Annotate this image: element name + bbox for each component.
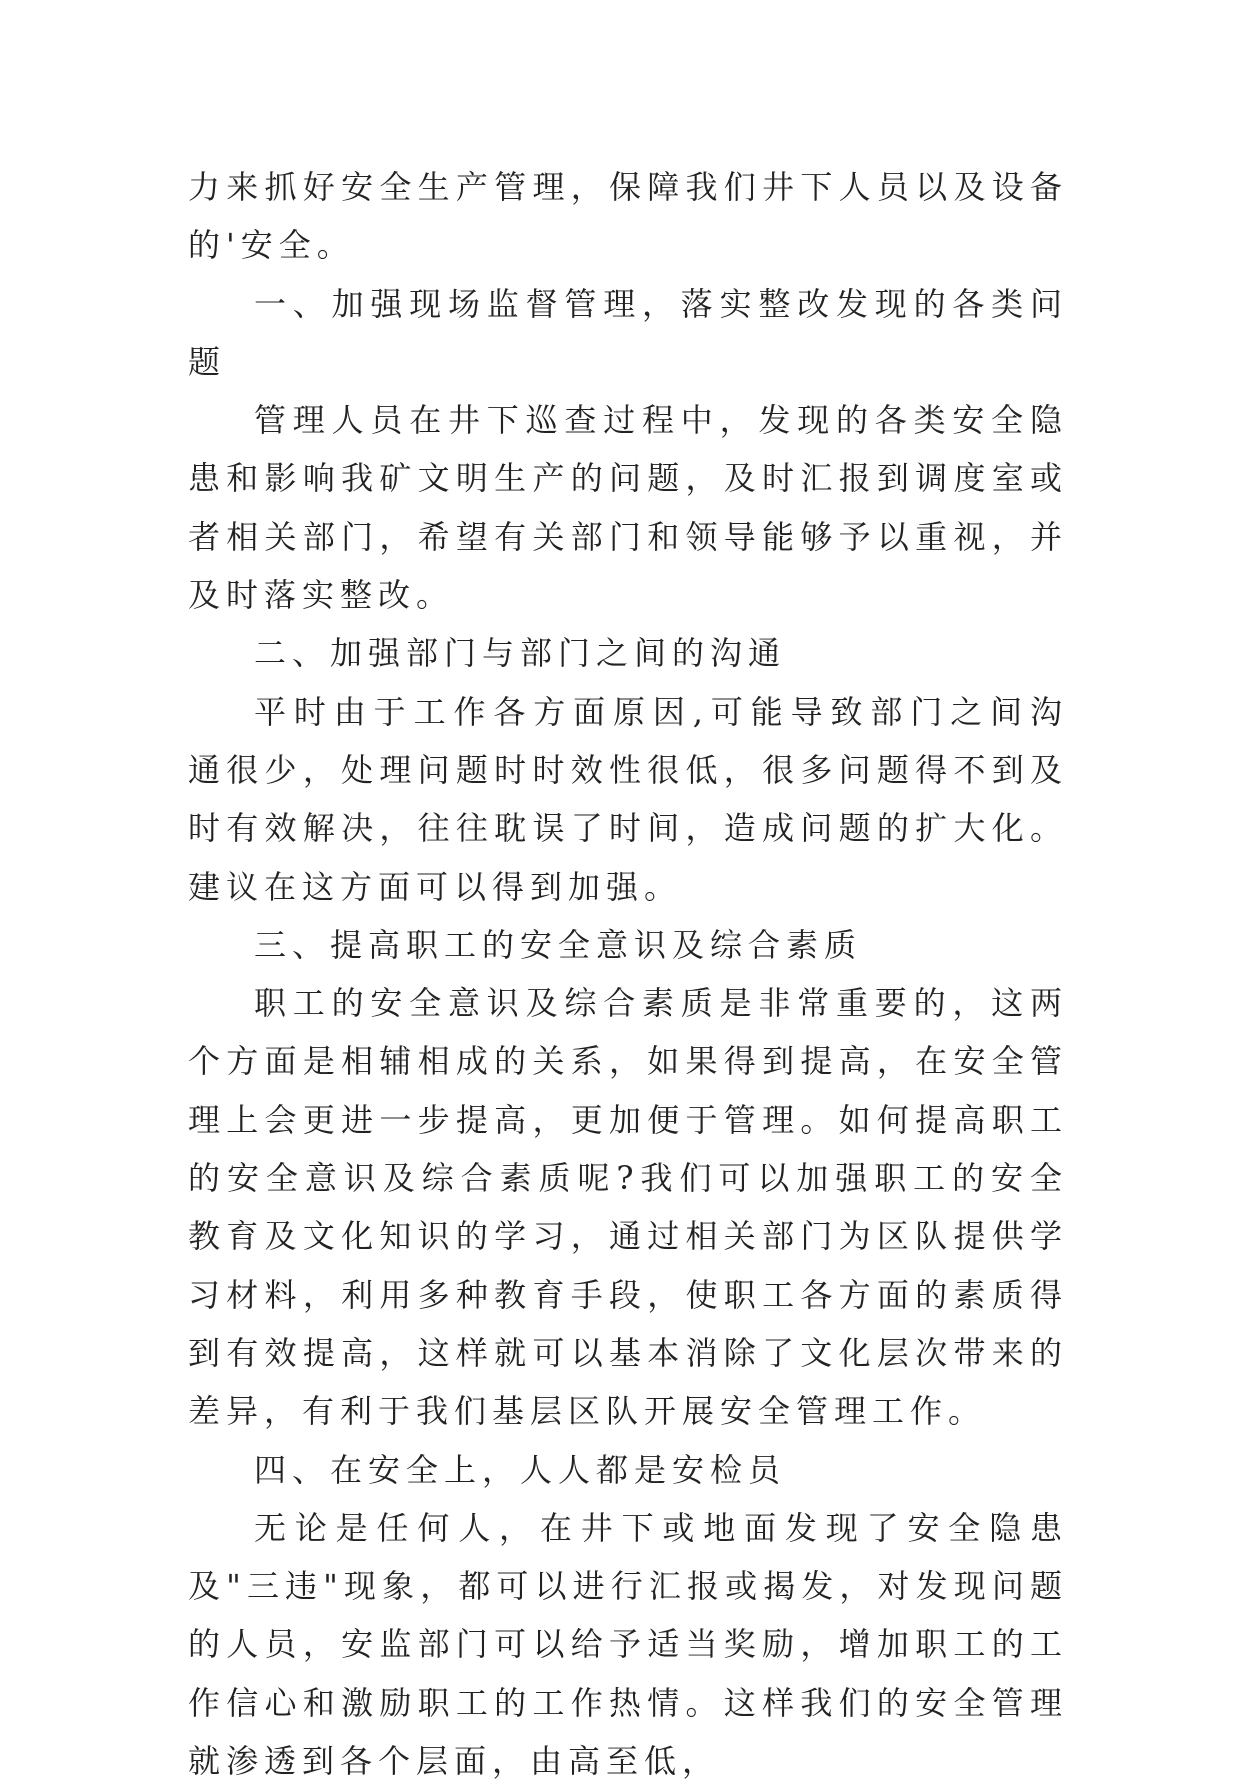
paragraph-continuation: 力来抓好安全生产管理，保障我们井下人员以及设备的'安全。	[188, 168, 1068, 265]
paragraph-3: 职工的安全意识及综合素质是非常重要的，这两个方面是相辅相成的关系，如果得到提高，在安全管理上会更进一步提高，更加便于管理。如何提高职工的安全意识及综合素质呢?我们可以加强职工的安全教育及文化知识的学习，通过相关部门为区队提供学习材料，利用多种教育手段，使职工各方面的素质得到有效提高，这样就可以基本消除了文化层次带来的差异，有利于我们基层区队开展安全管理工作。	[188, 984, 1068, 1431]
section-heading-1: 一、加强现场监督管理，落实整改发现的各类问题	[188, 284, 1068, 381]
paragraph-4: 无论是任何人，在井下或地面发现了安全隐患及"三违"现象，都可以进行汇报或揭发，对发现问题的人员，安监部门可以给予适当奖励，增加职工的工作信心和激励职工的工作热情。这样我们的安全管理就渗透到各个层面，由高至低，	[188, 1508, 1068, 1781]
paragraph-2: 平时由于工作各方面原因,可能导致部门之间沟通很少，处理问题时时效性很低，很多问题得不到及时有效解决，往往耽误了时间，造成问题的扩大化。建议在这方面可以得到加强。	[188, 692, 1068, 906]
section-heading-3: 三、提高职工的安全意识及综合素质	[254, 925, 863, 964]
paragraph-1: 管理人员在井下巡查过程中，发现的各类安全隐患和影响我矿文明生产的问题，及时汇报到调度室或者相关部门，希望有关部门和领导能够予以重视，并及时落实整改。	[188, 401, 1068, 615]
section-heading-2: 二、加强部门与部门之间的沟通	[254, 634, 787, 673]
section-heading-4: 四、在安全上，人人都是安检员	[254, 1450, 787, 1489]
document-body	[188, 158, 1068, 1790]
